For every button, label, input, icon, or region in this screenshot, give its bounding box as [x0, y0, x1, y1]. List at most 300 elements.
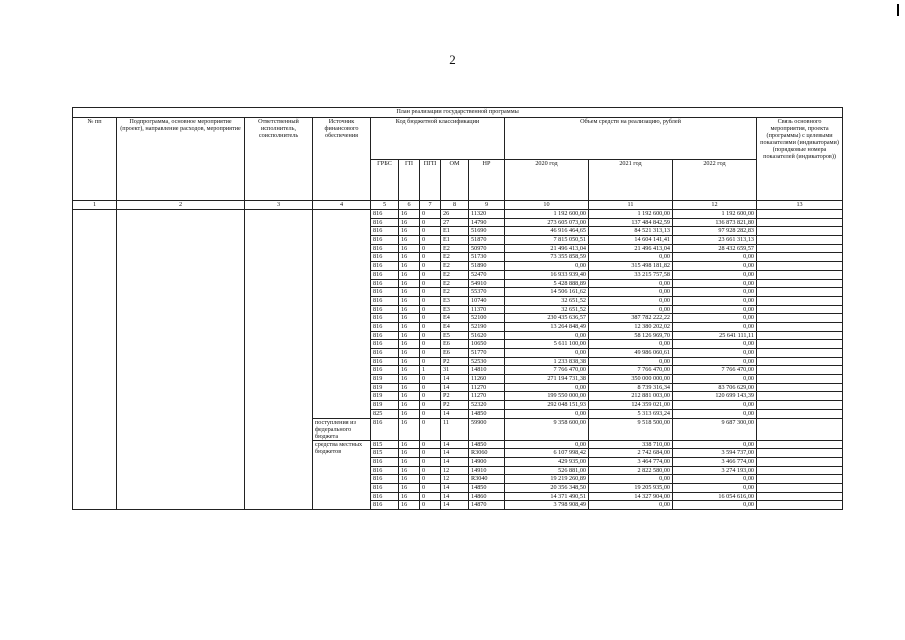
code-cell: 816: [371, 501, 399, 510]
link-cell: [757, 440, 843, 449]
link-cell: [757, 227, 843, 236]
link-cell: [757, 253, 843, 262]
code-cell: 14: [441, 383, 469, 392]
amount-cell: 199 550 000,00: [505, 392, 589, 401]
table-body: [73, 210, 843, 510]
amount-cell: 32 651,52: [505, 296, 589, 305]
code-cell: 16: [399, 322, 420, 331]
amount-cell: 6 107 998,42: [505, 449, 589, 458]
code-cell: 16: [399, 349, 420, 358]
header-gp: ГП: [399, 159, 420, 201]
code-cell: 16: [399, 409, 420, 418]
amount-cell: 97 928 282,83: [673, 227, 757, 236]
code-cell: 51870: [469, 236, 505, 245]
code-cell: 16: [399, 279, 420, 288]
code-cell: E2: [441, 244, 469, 253]
amount-cell: 350 000 000,00: [589, 375, 673, 384]
code-cell: 816: [371, 227, 399, 236]
amount-cell: 0,00: [673, 440, 757, 449]
column-number-8: 8: [441, 201, 469, 210]
amount-cell: 273 605 073,00: [505, 218, 589, 227]
amount-cell: 0,00: [673, 349, 757, 358]
code-cell: 0: [420, 449, 441, 458]
code-cell: 14860: [469, 492, 505, 501]
amount-cell: 120 699 143,39: [673, 392, 757, 401]
amount-cell: 387 782 222,22: [589, 314, 673, 323]
code-cell: 816: [371, 492, 399, 501]
amount-cell: 526 881,00: [505, 466, 589, 475]
amount-cell: 1 233 838,38: [505, 357, 589, 366]
code-cell: 816: [371, 314, 399, 323]
code-cell: 16: [399, 296, 420, 305]
code-cell: 14: [441, 501, 469, 510]
code-cell: 16: [399, 288, 420, 297]
amount-cell: 0,00: [673, 288, 757, 297]
code-cell: 816: [371, 418, 399, 440]
code-cell: 16: [399, 366, 420, 375]
code-cell: 0: [420, 375, 441, 384]
amount-cell: 14 327 904,00: [589, 492, 673, 501]
code-cell: 16: [399, 305, 420, 314]
amount-cell: 0,00: [505, 262, 589, 271]
code-cell: 0: [420, 492, 441, 501]
code-cell: E5: [441, 331, 469, 340]
amount-cell: 0,00: [673, 501, 757, 510]
link-cell: [757, 383, 843, 392]
code-cell: 0: [420, 349, 441, 358]
code-cell: 0: [420, 314, 441, 323]
amount-cell: 0,00: [673, 296, 757, 305]
code-cell: 816: [371, 262, 399, 271]
link-cell: [757, 392, 843, 401]
amount-cell: 0,00: [589, 288, 673, 297]
amount-cell: 0,00: [673, 401, 757, 410]
code-cell: 16: [399, 331, 420, 340]
code-cell: 14790: [469, 218, 505, 227]
code-cell: 816: [371, 331, 399, 340]
code-cell: 12: [441, 475, 469, 484]
amount-cell: 429 935,00: [505, 457, 589, 466]
amount-cell: 14 371 490,51: [505, 492, 589, 501]
column-number-9: 9: [469, 201, 505, 210]
link-cell: [757, 457, 843, 466]
code-cell: 0: [420, 270, 441, 279]
code-cell: 815: [371, 440, 399, 449]
link-cell: [757, 357, 843, 366]
amount-cell: 25 641 111,11: [673, 331, 757, 340]
column-number-13: 13: [757, 201, 843, 210]
amount-cell: 0,00: [673, 270, 757, 279]
code-cell: E6: [441, 340, 469, 349]
code-cell: E3: [441, 305, 469, 314]
code-cell: 0: [420, 466, 441, 475]
code-cell: 16: [399, 483, 420, 492]
amount-cell: 0,00: [589, 357, 673, 366]
code-cell: E2: [441, 253, 469, 262]
code-cell: 16: [399, 262, 420, 271]
link-cell: [757, 483, 843, 492]
source-local: средства местных бюджетов: [313, 440, 371, 510]
code-cell: 816: [371, 457, 399, 466]
column-number-7: 7: [420, 201, 441, 210]
amount-cell: 9 518 500,00: [589, 418, 673, 440]
code-cell: 14910: [469, 466, 505, 475]
header-pgp: ПГП: [420, 159, 441, 201]
amount-cell: 0,00: [505, 349, 589, 358]
link-cell: [757, 218, 843, 227]
code-cell: 11270: [469, 383, 505, 392]
amount-cell: 3 466 774,00: [673, 457, 757, 466]
amount-cell: 5 611 100,00: [505, 340, 589, 349]
code-cell: 816: [371, 210, 399, 219]
header-2021: 2021 год: [589, 159, 673, 201]
code-cell: 27: [441, 218, 469, 227]
amount-cell: 5 428 888,89: [505, 279, 589, 288]
table-row: [73, 210, 843, 219]
amount-cell: 0,00: [673, 279, 757, 288]
amount-cell: 0,00: [673, 357, 757, 366]
code-cell: 0: [420, 440, 441, 449]
code-cell: 16: [399, 375, 420, 384]
link-cell: [757, 210, 843, 219]
link-cell: [757, 296, 843, 305]
column-number-6: 6: [399, 201, 420, 210]
link-cell: [757, 236, 843, 245]
column-number-1: 1: [73, 201, 117, 210]
amount-cell: 84 521 313,13: [589, 227, 673, 236]
code-cell: 16: [399, 440, 420, 449]
amount-cell: 0,00: [589, 501, 673, 510]
amount-cell: 0,00: [505, 440, 589, 449]
link-cell: [757, 322, 843, 331]
link-cell: [757, 331, 843, 340]
code-cell: 52320: [469, 401, 505, 410]
code-cell: E4: [441, 314, 469, 323]
amount-cell: 12 380 202,02: [589, 322, 673, 331]
code-cell: 816: [371, 357, 399, 366]
amount-cell: 9 358 600,00: [505, 418, 589, 440]
column-number-3: 3: [245, 201, 313, 210]
edge-mark: [897, 4, 899, 16]
column-number-12: 12: [673, 201, 757, 210]
code-cell: 0: [420, 210, 441, 219]
amount-cell: 0,00: [673, 483, 757, 492]
code-cell: 0: [420, 262, 441, 271]
code-cell: 16: [399, 357, 420, 366]
code-cell: 14810: [469, 366, 505, 375]
source-cell: [313, 210, 371, 419]
program-cell: [117, 210, 245, 510]
code-cell: E1: [441, 236, 469, 245]
code-cell: 14850: [469, 483, 505, 492]
code-cell: 0: [420, 475, 441, 484]
link-cell: [757, 279, 843, 288]
code-cell: 0: [420, 392, 441, 401]
code-cell: 16: [399, 492, 420, 501]
column-number-11: 11: [589, 201, 673, 210]
link-cell: [757, 244, 843, 253]
amount-cell: 1 192 600,00: [505, 210, 589, 219]
source-federal: поступления из федерального бюджета: [313, 418, 371, 440]
code-cell: 816: [371, 236, 399, 245]
code-cell: 16: [399, 244, 420, 253]
code-cell: 16: [399, 501, 420, 510]
code-cell: 0: [420, 227, 441, 236]
code-cell: 55370: [469, 288, 505, 297]
code-cell: 16: [399, 218, 420, 227]
code-cell: 816: [371, 218, 399, 227]
code-cell: R3060: [469, 449, 505, 458]
amount-cell: 13 264 848,49: [505, 322, 589, 331]
amount-cell: 0,00: [589, 253, 673, 262]
amount-cell: 212 881 003,00: [589, 392, 673, 401]
code-cell: 816: [371, 279, 399, 288]
no-cell: [73, 210, 117, 510]
code-cell: 0: [420, 483, 441, 492]
code-cell: 16: [399, 418, 420, 440]
column-number-2: 2: [117, 201, 245, 210]
code-cell: 14: [441, 492, 469, 501]
header-2020: 2020 год: [505, 159, 589, 201]
header-nr: НР: [469, 159, 505, 201]
code-cell: 0: [420, 331, 441, 340]
amount-cell: 0,00: [589, 305, 673, 314]
code-cell: 10650: [469, 340, 505, 349]
amount-cell: 0,00: [505, 331, 589, 340]
code-cell: 819: [371, 392, 399, 401]
code-cell: 14: [441, 457, 469, 466]
code-cell: 0: [420, 409, 441, 418]
code-cell: 1: [420, 366, 441, 375]
amount-cell: 0,00: [673, 305, 757, 314]
link-cell: [757, 492, 843, 501]
code-cell: E1: [441, 227, 469, 236]
code-cell: 14850: [469, 440, 505, 449]
code-cell: 0: [420, 401, 441, 410]
code-cell: 54910: [469, 279, 505, 288]
code-cell: 16: [399, 457, 420, 466]
amount-cell: 315 498 181,82: [589, 262, 673, 271]
amount-cell: 0,00: [505, 383, 589, 392]
code-cell: 16: [399, 401, 420, 410]
amount-cell: 49 986 060,61: [589, 349, 673, 358]
link-cell: [757, 305, 843, 314]
code-cell: 16: [399, 314, 420, 323]
amount-cell: 58 126 969,70: [589, 331, 673, 340]
link-cell: [757, 349, 843, 358]
code-cell: 52470: [469, 270, 505, 279]
code-cell: 819: [371, 383, 399, 392]
code-cell: 16: [399, 253, 420, 262]
code-cell: 816: [371, 270, 399, 279]
amount-cell: 32 651,52: [505, 305, 589, 314]
amount-cell: 0,00: [673, 322, 757, 331]
amount-cell: 23 661 313,13: [673, 236, 757, 245]
amount-cell: 16 933 939,40: [505, 270, 589, 279]
code-cell: 16: [399, 227, 420, 236]
code-cell: 0: [420, 279, 441, 288]
code-cell: 0: [420, 501, 441, 510]
code-cell: R3040: [469, 475, 505, 484]
table-title: План реализации государственной программы: [73, 108, 843, 118]
code-cell: 0: [420, 383, 441, 392]
code-cell: 51770: [469, 349, 505, 358]
code-cell: P2: [441, 392, 469, 401]
code-cell: P2: [441, 401, 469, 410]
code-cell: 51690: [469, 227, 505, 236]
code-cell: 11: [441, 418, 469, 440]
code-cell: 11260: [469, 375, 505, 384]
amount-cell: 14 604 141,41: [589, 236, 673, 245]
amount-cell: 2 822 580,00: [589, 466, 673, 475]
code-cell: 14900: [469, 457, 505, 466]
code-cell: 31: [441, 366, 469, 375]
code-cell: 0: [420, 218, 441, 227]
code-cell: 50970: [469, 244, 505, 253]
amount-cell: 8 739 316,34: [589, 383, 673, 392]
amount-cell: 0,00: [673, 340, 757, 349]
amount-cell: 338 710,00: [589, 440, 673, 449]
header-budget-code: Код бюджетной классификации: [371, 118, 505, 160]
link-cell: [757, 466, 843, 475]
amount-cell: 7 766 470,00: [505, 366, 589, 375]
amount-cell: 0,00: [673, 253, 757, 262]
amount-cell: 1 192 600,00: [589, 210, 673, 219]
code-cell: 14: [441, 449, 469, 458]
amount-cell: 9 687 300,00: [673, 418, 757, 440]
column-number-4: 4: [313, 201, 371, 210]
code-cell: 819: [371, 401, 399, 410]
amount-cell: 33 215 757,58: [589, 270, 673, 279]
code-cell: 14: [441, 375, 469, 384]
amount-cell: 2 742 684,00: [589, 449, 673, 458]
code-cell: 0: [420, 236, 441, 245]
code-cell: 816: [371, 340, 399, 349]
amount-cell: 0,00: [673, 314, 757, 323]
code-cell: 816: [371, 349, 399, 358]
code-cell: 0: [420, 253, 441, 262]
link-cell: [757, 288, 843, 297]
code-cell: 16: [399, 449, 420, 458]
code-cell: 51890: [469, 262, 505, 271]
code-cell: 0: [420, 305, 441, 314]
header-source: Источник финансового обеспечения: [313, 118, 371, 201]
code-cell: 816: [371, 288, 399, 297]
header-2022: 2022 год: [673, 159, 757, 201]
code-cell: 12: [441, 466, 469, 475]
amount-cell: 19 205 935,00: [589, 483, 673, 492]
amount-cell: 0,00: [589, 340, 673, 349]
code-cell: 11270: [469, 392, 505, 401]
code-cell: 16: [399, 383, 420, 392]
code-cell: 816: [371, 322, 399, 331]
code-cell: 10740: [469, 296, 505, 305]
code-cell: E2: [441, 279, 469, 288]
code-cell: 16: [399, 340, 420, 349]
link-cell: [757, 449, 843, 458]
link-cell: [757, 475, 843, 484]
code-cell: 816: [371, 244, 399, 253]
amount-cell: 46 916 464,65: [505, 227, 589, 236]
code-cell: 11370: [469, 305, 505, 314]
link-cell: [757, 418, 843, 440]
amount-cell: 292 048 151,93: [505, 401, 589, 410]
code-cell: 14: [441, 483, 469, 492]
header-link: Связь основного мероприятия, проекта (программы) с целевыми показателями (индикаторами) (порядковые номера показателей (индикаторов)): [757, 118, 843, 201]
column-numbers-row: [73, 201, 843, 210]
code-cell: E6: [441, 349, 469, 358]
code-cell: 26: [441, 210, 469, 219]
amount-cell: 21 496 413,04: [505, 244, 589, 253]
code-cell: E2: [441, 288, 469, 297]
amount-cell: 1 192 600,00: [673, 210, 757, 219]
amount-cell: 124 359 021,00: [589, 401, 673, 410]
amount-cell: 3 798 908,49: [505, 501, 589, 510]
link-cell: [757, 409, 843, 418]
amount-cell: 7 766 470,00: [589, 366, 673, 375]
code-cell: 52100: [469, 314, 505, 323]
code-cell: 16: [399, 236, 420, 245]
amount-cell: 3 594 737,00: [673, 449, 757, 458]
amount-cell: 271 194 731,38: [505, 375, 589, 384]
amount-cell: 28 432 659,57: [673, 244, 757, 253]
header-om: ОМ: [441, 159, 469, 201]
code-cell: 16: [399, 475, 420, 484]
code-cell: E2: [441, 262, 469, 271]
code-cell: 52530: [469, 357, 505, 366]
code-cell: 16: [399, 270, 420, 279]
code-cell: 14850: [469, 409, 505, 418]
program-plan-table: [72, 107, 843, 510]
code-cell: 16: [399, 210, 420, 219]
code-cell: 816: [371, 305, 399, 314]
link-cell: [757, 314, 843, 323]
header-amount: Объем средств на реализацию, рублей: [505, 118, 757, 160]
code-cell: 59900: [469, 418, 505, 440]
amount-cell: 73 355 858,59: [505, 253, 589, 262]
code-cell: E2: [441, 270, 469, 279]
code-cell: 0: [420, 418, 441, 440]
link-cell: [757, 501, 843, 510]
amount-cell: 136 873 821,80: [673, 218, 757, 227]
amount-cell: 19 219 260,89: [505, 475, 589, 484]
code-cell: 0: [420, 244, 441, 253]
amount-cell: 0,00: [673, 409, 757, 418]
link-cell: [757, 366, 843, 375]
amount-cell: 0,00: [673, 475, 757, 484]
amount-cell: 7 766 470,00: [673, 366, 757, 375]
amount-cell: 230 435 636,57: [505, 314, 589, 323]
amount-cell: 83 706 629,00: [673, 383, 757, 392]
code-cell: 815: [371, 449, 399, 458]
amount-cell: 20 356 348,50: [505, 483, 589, 492]
code-cell: 16: [399, 392, 420, 401]
amount-cell: 0,00: [589, 475, 673, 484]
code-cell: 0: [420, 357, 441, 366]
code-cell: 816: [371, 483, 399, 492]
amount-cell: 137 484 842,59: [589, 218, 673, 227]
page-number: 2: [449, 52, 456, 67]
code-cell: 14: [441, 440, 469, 449]
code-cell: 819: [371, 375, 399, 384]
link-cell: [757, 401, 843, 410]
amount-cell: 3 274 193,00: [673, 466, 757, 475]
column-number-5: 5: [371, 201, 399, 210]
code-cell: 0: [420, 322, 441, 331]
code-cell: 816: [371, 366, 399, 375]
link-cell: [757, 340, 843, 349]
code-cell: 51730: [469, 253, 505, 262]
